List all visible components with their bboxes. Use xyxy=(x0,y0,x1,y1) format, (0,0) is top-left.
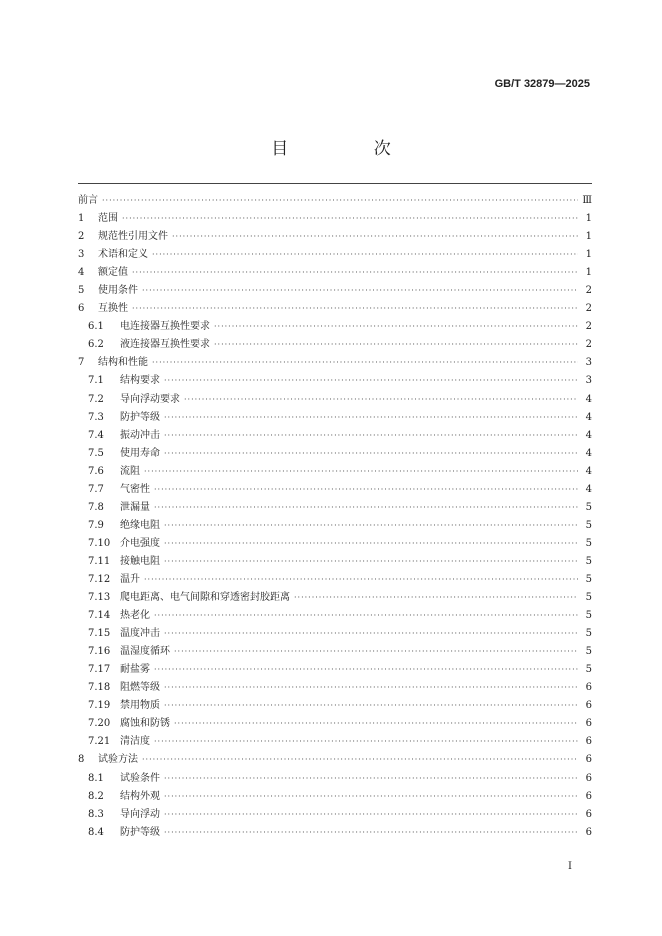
toc-entry-label: 温升 xyxy=(120,573,140,585)
toc-leader-dots xyxy=(142,282,578,300)
toc-entry[interactable] xyxy=(78,318,592,336)
toc-leader-dots xyxy=(132,264,578,282)
toc-entry[interactable] xyxy=(78,481,592,499)
toc-entry-page: 5 xyxy=(585,628,592,640)
toc-entry-page: 5 xyxy=(585,537,592,549)
toc-leader-dots xyxy=(214,318,578,336)
toc-entry-number: 7.14 xyxy=(88,610,111,622)
toc-entry[interactable] xyxy=(78,210,592,228)
title-rule xyxy=(78,183,592,184)
toc-leader-dots xyxy=(164,625,578,643)
toc-entry-page: 6 xyxy=(585,772,592,784)
toc-entry[interactable] xyxy=(78,661,592,679)
toc-leader-dots xyxy=(214,336,578,354)
toc-entry-page: 1 xyxy=(585,213,592,225)
toc-leader-dots xyxy=(172,228,578,246)
toc-entry-number: 6 xyxy=(78,303,85,315)
toc-entry[interactable] xyxy=(78,643,592,661)
toc-entry-label: 范围 xyxy=(98,213,118,225)
toc-entry[interactable] xyxy=(78,246,592,264)
toc-entry-page: 2 xyxy=(585,285,592,297)
toc-entry[interactable] xyxy=(78,192,592,210)
toc-entry-number: 5 xyxy=(78,285,85,297)
toc-entry-label: 互换性 xyxy=(98,303,128,315)
toc-entry-label: 阻燃等级 xyxy=(120,682,160,694)
toc-entry-page: 5 xyxy=(585,592,592,604)
toc-leader-dots xyxy=(164,517,578,535)
toc-leader-dots xyxy=(154,481,578,499)
toc-entry[interactable] xyxy=(78,553,592,571)
toc-entry[interactable] xyxy=(78,391,592,409)
toc-entry-label: 前言 xyxy=(78,195,98,206)
toc-entry-label: 介电强度 xyxy=(120,537,160,549)
toc-leader-dots xyxy=(122,210,578,228)
toc-entry[interactable] xyxy=(78,517,592,535)
table-of-contents xyxy=(78,192,592,842)
toc-entry[interactable] xyxy=(78,463,592,481)
toc-entry-label: 防护等级 xyxy=(120,411,160,423)
toc-entry-page: 5 xyxy=(585,646,592,658)
toc-entry[interactable] xyxy=(78,409,592,427)
toc-entry-label: 试验方法 xyxy=(98,754,138,766)
toc-entry-number: 7.17 xyxy=(88,664,111,676)
toc-entry-page: 4 xyxy=(585,465,592,477)
toc-entry-label: 导向浮动 xyxy=(120,808,160,820)
toc-entry-number: 3 xyxy=(78,249,85,261)
toc-entry-page: 2 xyxy=(585,339,592,351)
toc-entry-label: 试验条件 xyxy=(120,772,160,784)
toc-entry-label: 规范性引用文件 xyxy=(98,231,168,243)
toc-entry-number: 8 xyxy=(78,754,85,766)
toc-entry-number: 7.8 xyxy=(88,501,104,513)
toc-entry[interactable] xyxy=(78,427,592,445)
toc-entry-number: 1 xyxy=(78,213,85,225)
toc-entry-label: 结构外观 xyxy=(120,790,160,802)
toc-entry-page: 5 xyxy=(585,610,592,622)
toc-entry[interactable] xyxy=(78,228,592,246)
toc-leader-dots xyxy=(154,661,578,679)
toc-entry[interactable] xyxy=(78,589,592,607)
toc-entry-label: 温度冲击 xyxy=(120,628,160,640)
toc-entry-page: 5 xyxy=(585,501,592,513)
toc-entry-page: 5 xyxy=(585,664,592,676)
toc-entry-number: 7.18 xyxy=(88,682,111,694)
toc-entry-number: 7.19 xyxy=(88,700,111,712)
toc-entry-number: 7.15 xyxy=(88,628,111,640)
toc-entry-label: 清洁度 xyxy=(120,736,150,748)
toc-entry-page: 4 xyxy=(585,411,592,423)
toc-entry-label: 腐蚀和防锈 xyxy=(120,718,170,730)
toc-entry-label: 液连接器互换性要求 xyxy=(120,339,210,351)
toc-leader-dots xyxy=(164,409,578,427)
toc-entry-label: 导向浮动要求 xyxy=(120,393,180,405)
toc-entry[interactable] xyxy=(78,824,592,842)
toc-entry-number: 7.21 xyxy=(88,736,111,748)
toc-leader-dots xyxy=(164,553,578,571)
toc-entry-page: 4 xyxy=(585,393,592,405)
toc-entry-number: 7.10 xyxy=(88,537,111,549)
toc-leader-dots xyxy=(154,607,578,625)
toc-entry-page: 4 xyxy=(585,447,592,459)
toc-leader-dots xyxy=(164,445,578,463)
toc-entry-label: 热老化 xyxy=(120,610,150,622)
toc-entry[interactable] xyxy=(78,625,592,643)
toc-entry-label: 温湿度循环 xyxy=(120,646,170,658)
toc-leader-dots xyxy=(152,354,578,372)
toc-entry-number: 7.3 xyxy=(88,411,104,423)
toc-entry-page: 6 xyxy=(585,718,592,730)
toc-entry-page: 6 xyxy=(585,790,592,802)
toc-leader-dots xyxy=(144,463,578,481)
toc-entry-page: 2 xyxy=(585,303,592,315)
toc-entry-number: 7.4 xyxy=(88,429,104,441)
toc-leader-dots xyxy=(164,788,578,806)
toc-entry[interactable] xyxy=(78,806,592,824)
toc-entry-page: 3 xyxy=(585,375,592,387)
toc-entry[interactable] xyxy=(78,282,592,300)
toc-leader-dots xyxy=(164,770,578,788)
toc-entry[interactable] xyxy=(78,336,592,354)
toc-entry-page: 6 xyxy=(585,826,592,838)
toc-entry-number: 8.1 xyxy=(88,772,104,784)
toc-leader-dots xyxy=(142,751,578,769)
toc-leader-dots xyxy=(102,192,578,210)
toc-entry-page: 6 xyxy=(585,700,592,712)
toc-entry-number: 7.2 xyxy=(88,393,104,405)
toc-entry-number: 6.2 xyxy=(88,339,104,351)
toc-entry[interactable] xyxy=(78,354,592,372)
toc-leader-dots xyxy=(164,697,578,715)
toc-entry-number: 7.7 xyxy=(88,483,104,495)
toc-entry-label: 使用寿命 xyxy=(120,447,160,459)
toc-entry-number: 6.1 xyxy=(88,321,104,333)
toc-entry-number: 8.3 xyxy=(88,808,104,820)
toc-leader-dots xyxy=(164,372,578,390)
toc-leader-dots xyxy=(144,571,578,589)
toc-entry-label: 电连接器互换性要求 xyxy=(120,321,210,333)
toc-entry[interactable] xyxy=(78,300,592,318)
toc-entry-label: 结构要求 xyxy=(120,375,160,387)
toc-entry-number: 7.1 xyxy=(88,375,104,387)
toc-entry-number: 7.9 xyxy=(88,519,104,531)
toc-entry[interactable] xyxy=(78,770,592,788)
toc-leader-dots xyxy=(174,715,578,733)
toc-entry-number: 7.12 xyxy=(88,573,111,585)
toc-entry-page: 1 xyxy=(585,231,592,243)
toc-entry-page: 5 xyxy=(585,573,592,585)
toc-entry-number: 8.4 xyxy=(88,826,104,838)
toc-entry-page: 6 xyxy=(585,736,592,748)
toc-entry[interactable] xyxy=(78,535,592,553)
toc-entry-number: 7 xyxy=(78,357,85,369)
toc-entry[interactable] xyxy=(78,733,592,751)
toc-leader-dots xyxy=(164,824,578,842)
toc-entry-label: 绝缘电阻 xyxy=(120,519,160,531)
toc-entry-label: 接触电阻 xyxy=(120,555,160,567)
toc-leader-dots xyxy=(164,679,578,697)
toc-entry-number: 4 xyxy=(78,267,85,279)
toc-entry[interactable] xyxy=(78,607,592,625)
toc-entry-page: 4 xyxy=(585,483,592,495)
toc-entry-label: 气密性 xyxy=(120,483,150,495)
toc-entry-number: 7.5 xyxy=(88,447,104,459)
standard-number: GB/T 32879—2025 xyxy=(494,78,590,90)
toc-leader-dots xyxy=(164,535,578,553)
toc-entry-page: 2 xyxy=(585,321,592,333)
toc-entry-label: 防护等级 xyxy=(120,826,160,838)
toc-entry-number: 7.13 xyxy=(88,592,111,604)
toc-entry-label: 结构和性能 xyxy=(98,357,148,369)
toc-entry[interactable] xyxy=(78,264,592,282)
toc-entry-label: 禁用物质 xyxy=(120,700,160,712)
page-folio: Ⅰ xyxy=(568,861,572,872)
toc-entry-number: 2 xyxy=(78,231,85,243)
toc-entry[interactable] xyxy=(78,372,592,390)
toc-entry[interactable] xyxy=(78,679,592,697)
toc-entry[interactable] xyxy=(78,715,592,733)
toc-entry-page: 1 xyxy=(585,267,592,279)
toc-leader-dots xyxy=(174,643,578,661)
toc-entry-page: 4 xyxy=(585,429,592,441)
toc-entry-page: 5 xyxy=(585,555,592,567)
toc-entry-page: 6 xyxy=(585,682,592,694)
toc-entry-page: 5 xyxy=(585,519,592,531)
toc-leader-dots xyxy=(184,391,578,409)
toc-leader-dots xyxy=(164,806,578,824)
toc-entry-page: Ⅲ xyxy=(582,195,592,206)
toc-entry-label: 振动冲击 xyxy=(120,429,160,441)
toc-entry-page: 1 xyxy=(585,249,592,261)
toc-entry-page: 6 xyxy=(585,754,592,766)
toc-entry-label: 流阻 xyxy=(120,465,140,477)
toc-entry[interactable] xyxy=(78,788,592,806)
page-title: 目 次 xyxy=(271,139,431,159)
toc-entry-number: 8.2 xyxy=(88,790,104,802)
toc-leader-dots xyxy=(152,246,578,264)
toc-entry[interactable] xyxy=(78,499,592,517)
toc-leader-dots xyxy=(154,499,578,517)
toc-entry-label: 使用条件 xyxy=(98,285,138,297)
toc-entry-number: 7.11 xyxy=(88,555,111,567)
toc-entry-label: 耐盐雾 xyxy=(120,664,150,676)
toc-leader-dots xyxy=(294,589,578,607)
toc-entry-label: 泄漏量 xyxy=(120,501,150,513)
toc-entry-label: 爬电距离、电气间隙和穿透密封胶距离 xyxy=(120,592,290,604)
toc-entry-number: 7.20 xyxy=(88,718,111,730)
toc-leader-dots xyxy=(132,300,578,318)
toc-entry-label: 术语和定义 xyxy=(98,249,148,261)
toc-leader-dots xyxy=(154,733,578,751)
toc-entry[interactable] xyxy=(78,571,592,589)
toc-entry[interactable] xyxy=(78,751,592,769)
toc-entry-page: 6 xyxy=(585,808,592,820)
toc-leader-dots xyxy=(164,427,578,445)
toc-entry-number: 7.6 xyxy=(88,465,104,477)
toc-entry-page: 3 xyxy=(585,357,592,369)
toc-entry-number: 7.16 xyxy=(88,646,111,658)
toc-entry-label: 额定值 xyxy=(98,267,128,279)
toc-entry[interactable] xyxy=(78,697,592,715)
toc-entry[interactable] xyxy=(78,445,592,463)
